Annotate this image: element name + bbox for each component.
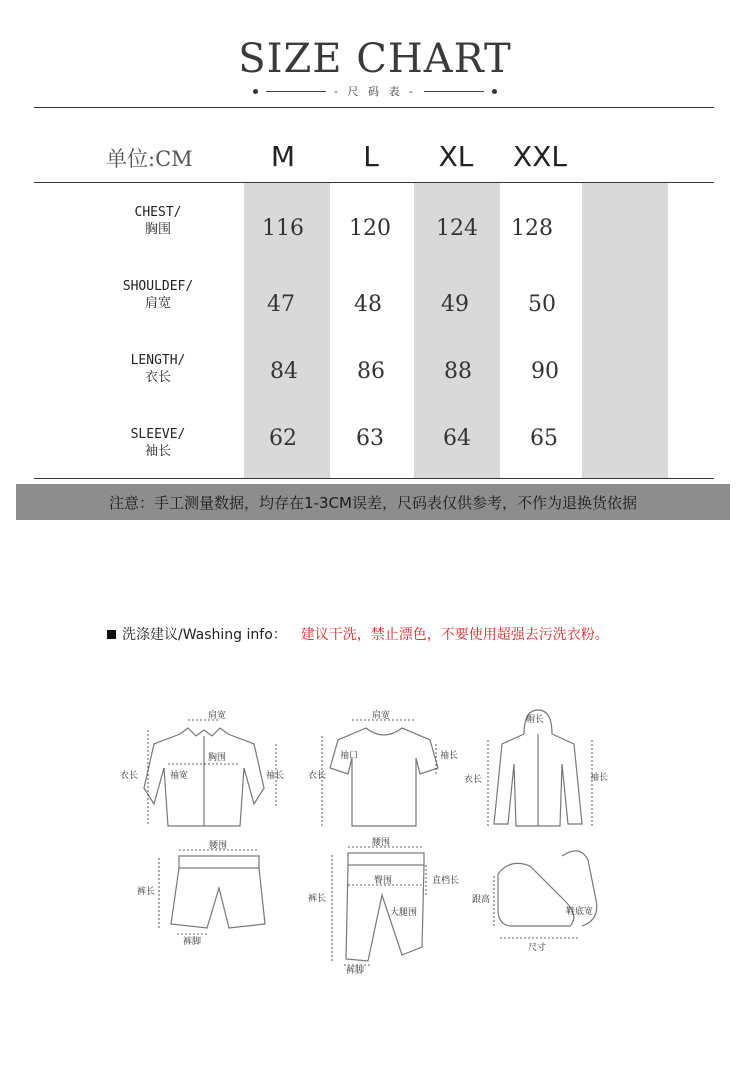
- square-bullet-icon: [107, 630, 116, 639]
- diagram-label: 鞋底宽: [566, 907, 594, 917]
- diagram-label: 袖长: [440, 751, 459, 761]
- row-label-en: SHOULDEF/: [122, 279, 194, 294]
- diagram-label: 裤脚: [183, 937, 202, 947]
- washing-label: 洗涤建议/Washing info：: [122, 627, 287, 643]
- diagram-label: 裤脚: [346, 966, 365, 976]
- row-label-en: SLEEVE/: [130, 427, 186, 442]
- bullet-dot-icon: [253, 89, 258, 94]
- trousers-diagram: [306, 835, 466, 979]
- tshirt-icon: [308, 708, 458, 833]
- row-label-cn: 肩宽: [144, 296, 171, 311]
- diagram-label: 袖长: [590, 773, 609, 783]
- table-cell: 64: [443, 426, 471, 451]
- shoe-diagram: [470, 840, 620, 959]
- bottom-divider: [34, 478, 714, 479]
- diagram-label: 袖长: [266, 771, 285, 781]
- bullet-dot-icon: [492, 89, 497, 94]
- row-label-en: CHEST/: [134, 205, 182, 220]
- hoodie-icon: [462, 704, 622, 834]
- shorts-icon: [135, 838, 275, 948]
- table-cell: 124: [436, 216, 478, 241]
- row-label-en: LENGTH/: [130, 353, 186, 368]
- table-cell: 47: [267, 292, 295, 317]
- washing-info: [107, 624, 609, 644]
- shirt-icon: [118, 708, 298, 833]
- shirt-diagram: [118, 708, 298, 837]
- unit-label: 单位:CM: [106, 147, 193, 171]
- diagram-label: 衣长: [308, 771, 327, 781]
- diagram-label: 尺寸: [528, 943, 547, 953]
- size-header-xxl: XXL: [513, 140, 567, 173]
- shoe-icon: [470, 840, 620, 955]
- table-cell: 84: [270, 359, 298, 384]
- diagram-label: 大腿围: [390, 908, 418, 918]
- top-divider: [34, 107, 714, 108]
- table-cell: 48: [354, 292, 382, 317]
- diagram-label: 腰围: [209, 841, 228, 851]
- diagram-label: 肩宽: [208, 711, 227, 721]
- row-label-length: [108, 352, 208, 386]
- subtitle-row: [0, 82, 750, 100]
- row-label-cn: 衣长: [144, 370, 171, 385]
- diagram-label: 袖口: [340, 751, 359, 761]
- row-label-sleeve: [108, 426, 208, 460]
- diagram-label: 跟高: [472, 895, 491, 905]
- shade-column-blank: [582, 183, 668, 478]
- table-cell: 49: [441, 292, 469, 317]
- tshirt-diagram: [308, 708, 458, 837]
- diagram-label: 帽长: [526, 715, 545, 725]
- divider: [266, 91, 326, 92]
- diagram-label: 衣长: [464, 775, 483, 785]
- page-subtitle: - 尺 码 表 -: [334, 85, 416, 98]
- diagram-label: 胸围: [208, 753, 227, 763]
- size-header-l: L: [363, 140, 379, 173]
- hoodie-diagram: [462, 704, 622, 838]
- diagram-label: 衣长: [120, 771, 139, 781]
- table-cell: 62: [269, 426, 297, 451]
- size-header-m: M: [270, 140, 296, 173]
- divider: [424, 91, 484, 92]
- table-cell: 63: [356, 426, 384, 451]
- table-cell: 120: [349, 216, 391, 241]
- diagram-label: 袖宽: [170, 771, 189, 781]
- notice-text: 注意：手工测量数据，均存在1-3CM误差，尺码表仅供参考，不作为退换货依据: [109, 494, 637, 512]
- table-cell: 88: [444, 359, 472, 384]
- diagram-label: 臀围: [374, 876, 393, 886]
- shorts-diagram: [135, 838, 275, 952]
- row-label-shoulder: [108, 278, 208, 312]
- table-cell: 50: [528, 292, 556, 317]
- size-header-xl: XL: [438, 140, 474, 173]
- row-label-cn: 袖长: [144, 444, 171, 459]
- diagram-label: 直档长: [432, 876, 460, 886]
- table-cell: 65: [530, 426, 558, 451]
- washing-advice: 建议干洗，禁止漂色，不要使用超强去污洗衣粉。: [300, 627, 609, 643]
- diagram-label: 裤长: [137, 887, 156, 897]
- diagram-label: 肩宽: [372, 711, 391, 721]
- trousers-icon: [306, 835, 466, 975]
- table-cell: 128: [511, 216, 553, 241]
- diagram-label: 裤长: [308, 894, 327, 904]
- header-divider: [34, 182, 714, 183]
- table-cell: 86: [357, 359, 385, 384]
- page-title: SIZE CHART: [238, 36, 512, 82]
- table-cell: 90: [531, 359, 559, 384]
- row-label-chest: [108, 204, 208, 238]
- row-label-cn: 胸围: [144, 222, 171, 237]
- table-cell: 116: [262, 216, 304, 241]
- diagram-label: 腰围: [372, 838, 391, 848]
